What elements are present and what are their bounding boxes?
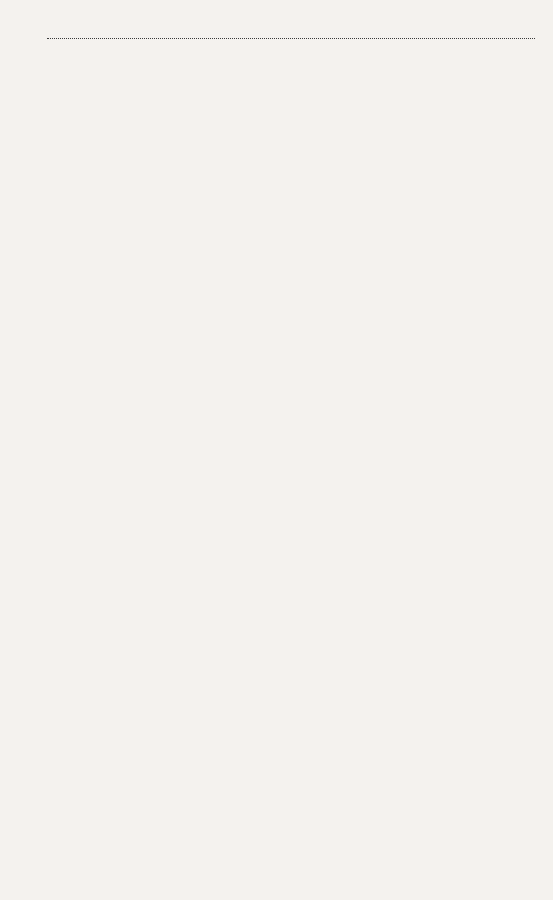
dot-leader: [47, 38, 535, 39]
chapter-heading: [45, 20, 537, 64]
chapter-title-line2: [45, 42, 537, 64]
table-of-contents: [45, 8, 537, 64]
